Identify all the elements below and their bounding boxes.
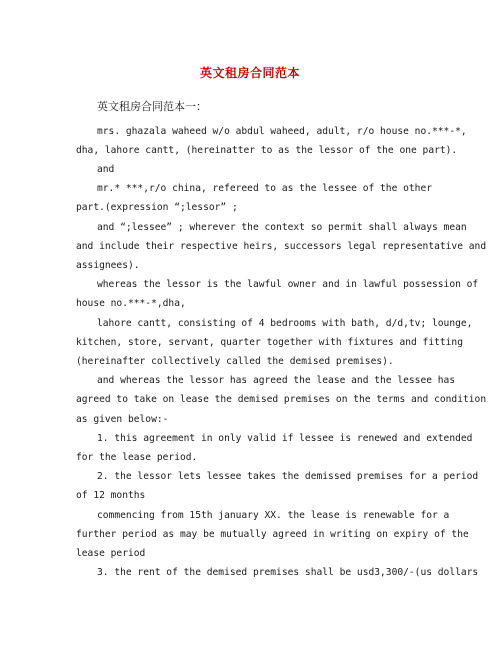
text-line: and “;lessee” ; wherever the context so permit shall always mean [97,222,467,233]
text-line: 1. this agreement in only valid if lessee is renewed and extended [97,433,473,444]
text-line: dha, lahore cantt, (hereinatter to as the lessor of the one part). [76,145,458,156]
text-line: of 12 months [76,490,146,501]
text-line: whereas the lessor is the lawful owner and in lawful possession of [97,279,479,290]
text-line: mrs. ghazala waheed w/o abdul waheed, adult, r/o house no.***-*, [97,126,467,137]
text-line: lease period [76,548,146,559]
document-title: 英文租房合同范本 [199,66,300,80]
text-line: and whereas the lessor has agreed the lease and the lessee has [97,375,456,386]
text-line: part.(expression “;lessor” ; [76,202,238,213]
text-line: (hereinafter collectively called the demised premises). [76,356,394,367]
text-line: as given below:- [76,414,169,425]
text-line: 2. the lessor lets lessee takes the demissed premises for a period [97,471,479,482]
heading-line: 英文租房合同范本一： [97,100,207,113]
text-line: lahore cantt, consisting of 4 bedrooms with bath, d/d,tv; lounge, [97,318,473,329]
text-line: and [97,164,115,175]
text-line: mr.* ***,r/o china, refereed to as the lessee of the other [97,183,433,194]
text-line: and include their respective heirs, successors legal representative and [76,241,487,252]
text-line: for the lease period. [76,452,198,463]
text-line: assignees). [76,260,140,271]
text-line: 3. the rent of the demised premises shall be usd3,300/-(us dollars [97,567,479,578]
text-line: agreed to take on lease the demised premises on the terms and condition [76,394,487,405]
text-line: house no.***-*,dha, [76,298,186,309]
text-line: kitchen, store, servant, quarter together with fixtures and fitting [76,337,463,348]
text-line: commencing from 15th january XX. the lease is renewable for a [97,510,450,521]
text-line: further period as may be mutually agreed in writing on expiry of the [76,529,469,540]
